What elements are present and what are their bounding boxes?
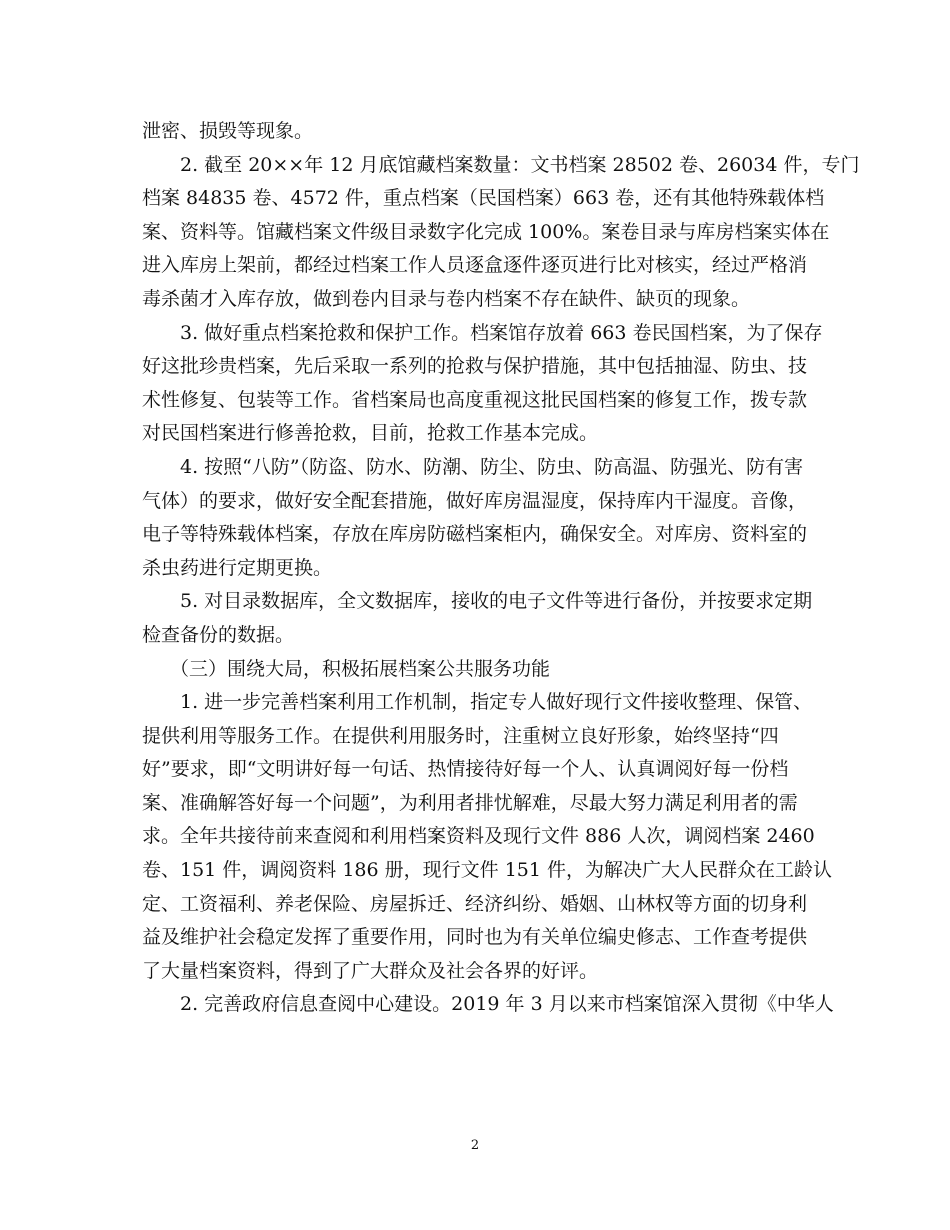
text-line: 杀虫药进行定期更换。: [142, 556, 333, 579]
text-line: 求。全年共接待前来查阅和利用档案资料及现行文件 886 人次，调阅档案 2460: [142, 825, 815, 848]
text-line: 进入库房上架前，都经过档案工作人员逐盒逐件逐页进行比对核实，经过严格消: [142, 254, 808, 277]
text-line: 提供利用等服务工作。在提供利用服务时，注重树立良好形象，始终坚持“四: [142, 724, 779, 747]
paragraph-start-line: 1. 进一步完善档案利用工作机制，指定专人做好现行文件接收整理、保管、: [180, 691, 813, 714]
text-line: 了大量档案资料，得到了广大群众及社会各界的好评。: [142, 959, 599, 982]
text-line: 检查备份的数据。: [142, 623, 295, 646]
text-line: 电子等特殊载体档案，存放在库房防磁档案柜内，确保安全。对库房、资料室的: [142, 523, 808, 546]
paragraph-start-line: 2. 截至 20××年 12 月底馆藏档案数量：文书档案 28502 卷、26034 件，专门: [180, 153, 860, 176]
text-line: 卷、151 件，调阅资料 186 册，现行文件 151 件，为解决广大人民群众在工龄认: [142, 859, 832, 882]
paragraph-start-line: 5. 对目录数据库，全文数据库，接收的电子文件等进行备份，并按要求定期: [180, 590, 813, 613]
page-number: 2: [470, 1138, 480, 1153]
paragraph-start-line: 4. 按照“八防”（防盗、防水、防潮、防尘、防虫、防高温、防强光、防有害: [180, 455, 804, 478]
text-line: 对民国档案进行修善抢救，目前，抢救工作基本完成。: [142, 422, 599, 445]
text-line: 案、资料等。馆藏档案文件级目录数字化完成 100%。案卷目录与库房档案实体在: [142, 220, 830, 243]
document-body: [142, 116, 860, 1023]
text-line: 益及维护社会稳定发挥了重要作用，同时也为有关单位编史修志、工作查考提供: [142, 926, 808, 949]
text-line: 气体）的要求，做好安全配套措施，做好库房温湿度，保持库内干湿度。音像，: [142, 489, 808, 512]
paragraph-start-line: 3. 做好重点档案抢救和保护工作。档案馆存放着 663 卷民国档案，为了保存: [180, 321, 823, 344]
text-line: 泄密、损毁等现象。: [142, 120, 314, 142]
text-line: 好这批珍贵档案，先后采取一系列的抢救与保护措施，其中包括抽湿、防虫、技: [142, 355, 808, 378]
text-line: 毒杀菌才入库存放，做到卷内目录与卷内档案不存在缺件、缺页的现象。: [142, 287, 751, 310]
section-heading: （三）围绕大局，积极拓展档案公共服务功能: [170, 657, 551, 680]
text-line: 档案 84835 卷、4572 件，重点档案（民国档案）663 卷，还有其他特殊载体档: [142, 187, 825, 210]
text-line: 术性修复、包装等工作。省档案局也高度重视这批民国档案的修复工作，拨专款: [142, 388, 808, 411]
text-line: 定、工资福利、养老保险、房屋拆迁、经济纠纷、婚姻、山林权等方面的切身利: [142, 892, 808, 915]
text-line: 好”要求，即“文明讲好每一句话、热情接待好每一个人、认真调阅好每一份档: [142, 758, 789, 781]
text-line: 案、准确解答好每一个问题”，为利用者排忧解难，尽最大努力满足利用者的需: [142, 791, 798, 814]
paragraph-start-line: 2. 完善政府信息查阅中心建设。2019 年 3 月以来市档案馆深入贯彻《中华人: [180, 993, 834, 1016]
